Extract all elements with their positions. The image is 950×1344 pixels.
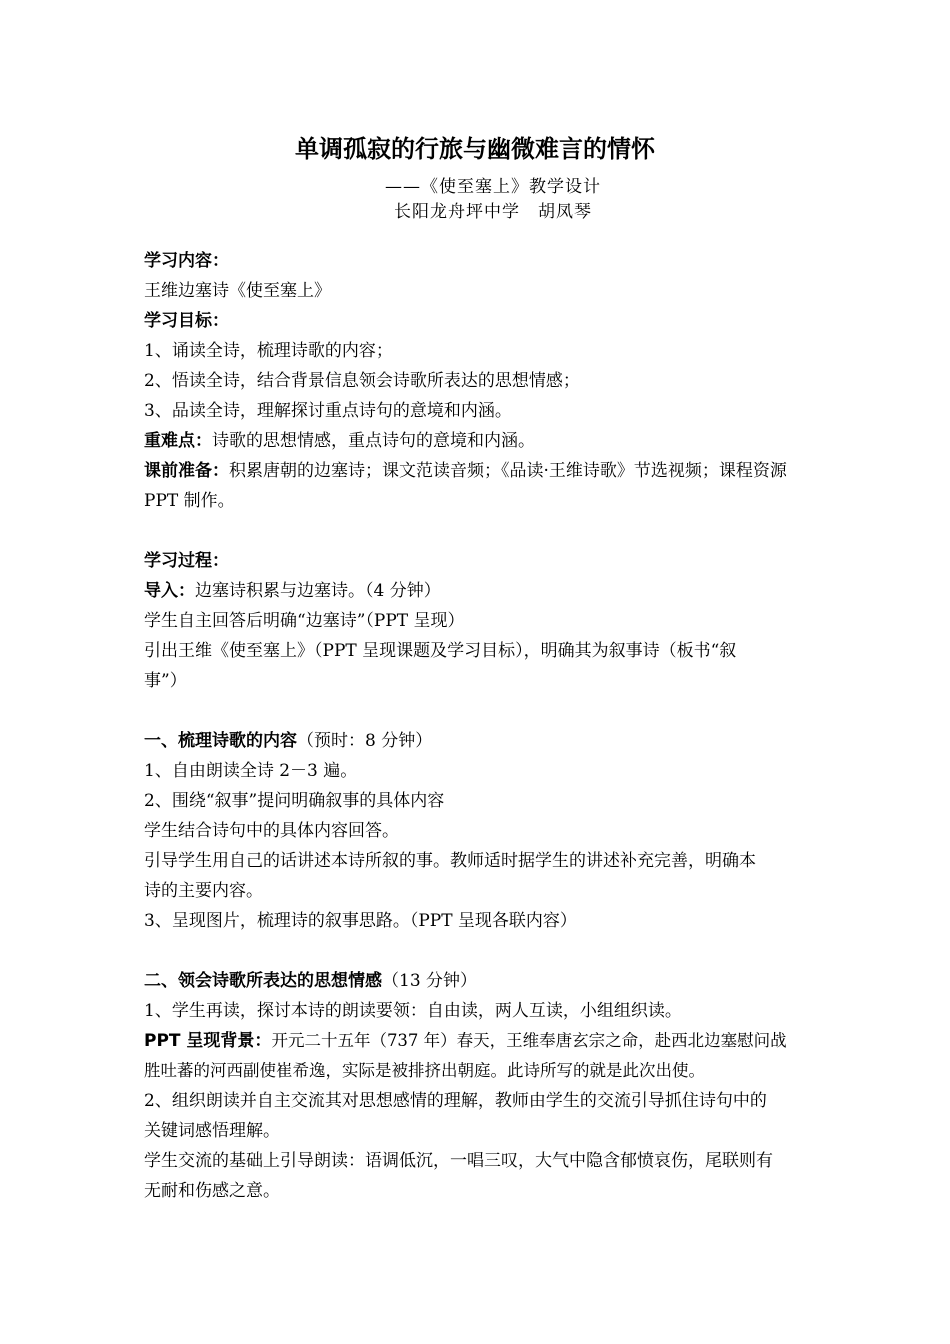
intro-paragraph: 学生自主回答后明确“边塞诗”（PPT 呈现） <box>144 611 465 631</box>
doc-author: 长阳龙舟坪中学 胡凤琴 <box>394 202 592 222</box>
section-1-paragraph: 1、自由朗读全诗 2－3 遍。 <box>144 761 358 781</box>
intro-text: 边塞诗积累与边塞诗。（4 分钟） <box>195 581 441 601</box>
content-text: 王维边塞诗《使至塞上》 <box>144 281 331 301</box>
key-points <box>144 426 836 456</box>
section-2-heading-line <box>144 966 836 996</box>
section-1-paragraph: 2、围绕“叙事”提问明确叙事的具体内容 <box>144 791 445 811</box>
section-1-paragraph: 3、呈现图片，梳理诗的叙事思路。（PPT 呈现各联内容） <box>144 911 577 931</box>
goal-item: 1、诵读全诗，梳理诗歌的内容； <box>144 341 393 361</box>
section-2-time: （13 分钟） <box>382 971 478 991</box>
section-1-heading-line <box>144 726 836 756</box>
content-heading: 学习内容： <box>144 251 229 271</box>
section-1-heading: 一、梳理诗歌的内容 <box>144 731 297 751</box>
section-1-time: （预时：8 分钟） <box>297 731 433 751</box>
key-text: 诗歌的思想情感，重点诗句的意境和内涵。 <box>212 431 535 451</box>
prep-line <box>144 456 836 486</box>
prep-label: 课前准备： <box>144 461 229 481</box>
section-2-heading: 二、领会诗歌所表达的思想情感 <box>144 971 382 991</box>
section-1-paragraph: 引导学生用自己的话讲述本诗所叙的事。教师适时据学生的讲述补充完善，明确本 <box>144 851 756 871</box>
background-text: 开元二十五年（737 年）春天，王维奉唐玄宗之命，赴西北边塞慰问战 <box>271 1031 787 1050</box>
prep-text: 积累唐朝的边塞诗；课文范读音频；《品读·王维诗歌》节选视频；课程资源 <box>229 461 787 481</box>
intro-line <box>144 576 836 606</box>
section-1-paragraph: 诗的主要内容。 <box>144 881 263 901</box>
intro-paragraph: 事”） <box>144 671 187 691</box>
background-label: PPT 呈现背景： <box>144 1031 272 1051</box>
intro-paragraph: 引出王维《使至塞上》（PPT 呈现课题及学习目标），明确其为叙事诗（板书“叙 <box>144 641 737 661</box>
section-2-paragraph: 关键词感悟理解。 <box>144 1121 280 1141</box>
prep-text-cont: PPT 制作。 <box>144 491 235 511</box>
section-1-paragraph: 学生结合诗句中的具体内容回答。 <box>144 821 399 841</box>
background-line <box>144 1026 836 1056</box>
section-2-paragraph: 学生交流的基础上引导朗读：语调低沉，一唱三叹，大气中隐含郁愤哀伤，尾联则有 <box>144 1151 773 1171</box>
doc-subtitle: ——《使至塞上》教学设计 <box>385 177 601 197</box>
goal-item: 3、品读全诗，理解探讨重点诗句的意境和内涵。 <box>144 401 512 421</box>
section-2-paragraph: 2、组织朗读并自主交流其对思想感情的理解，教师由学生的交流引导抓住诗句中的 <box>144 1091 767 1111</box>
doc-title: 单调孤寂的行旅与幽微难言的情怀 <box>295 135 655 163</box>
key-label: 重难点： <box>144 431 212 451</box>
section-2-paragraph: 1、学生再读，探讨本诗的朗读要领：自由读，两人互读，小组组织读。 <box>144 1001 682 1021</box>
background-text-cont: 胜吐蕃的河西副使崔希逸，实际是被排挤出朝庭。此诗所写的就是此次出使。 <box>144 1061 705 1080</box>
goal-item: 2、悟读全诗，结合背景信息领会诗歌所表达的思想情感； <box>144 371 580 391</box>
process-heading: 学习过程： <box>144 551 229 571</box>
intro-label: 导入： <box>144 581 195 601</box>
goals-heading: 学习目标： <box>144 311 229 331</box>
section-2-paragraph: 无耐和伤感之意。 <box>144 1181 280 1201</box>
